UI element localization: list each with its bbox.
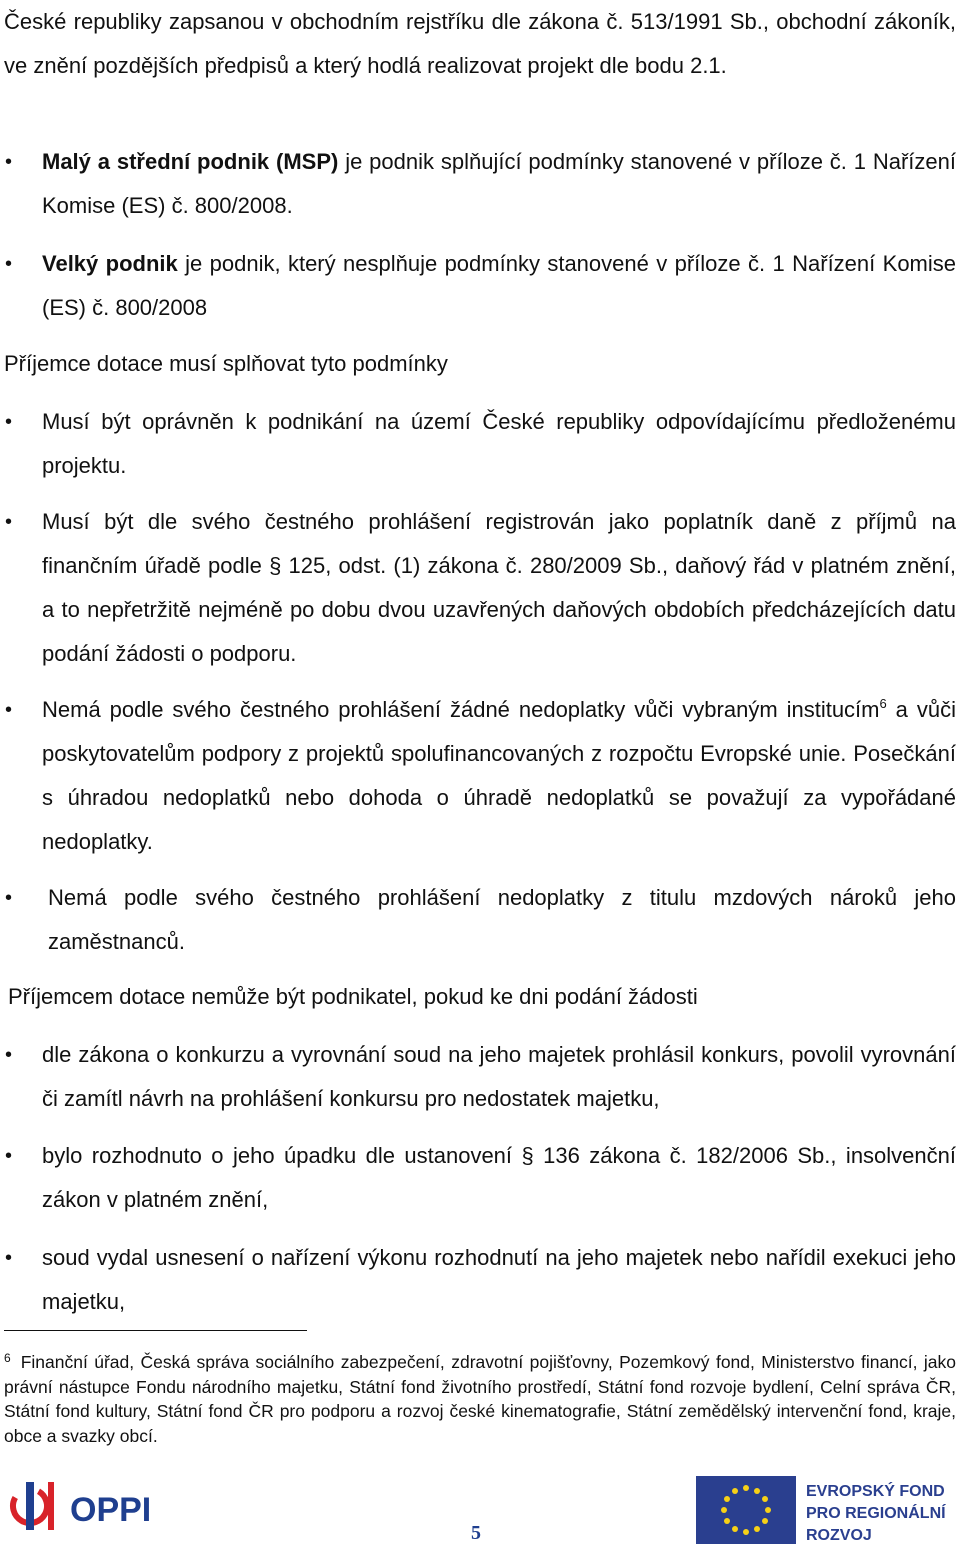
- eu-logo-line: PRO REGIONÁLNÍ: [806, 1505, 946, 1522]
- footnote-mark: 6: [4, 1351, 11, 1365]
- footnote-text: Finanční úřad, Česká správa sociálního zabezpečení, zdravotní pojišťovny, Pozemkový fond, Ministerstvo financí, jako právní nástupce Fondu národního majetku, Státní fond životního prostředí, Státní fond rozvoje bydlení, Celní správa ČR, Státní fond kultury, Státní fond ČR pro podporu a rozvoj české kinematografie, Státní zemědělský intervenční fond, kraje, obce a svazky obcí.: [4, 1352, 956, 1446]
- bullet-icon: •: [5, 151, 13, 173]
- bullet-icon: •: [5, 887, 13, 909]
- page-number: 5: [471, 1522, 481, 1544]
- bullet-icon: •: [5, 253, 13, 275]
- heading-conditions: Příjemce dotace musí splňovat tyto podmínky: [4, 351, 448, 376]
- bullet-icon: •: [5, 511, 13, 533]
- condition-item: Musí být dle svého čestného prohlášení registrován jako poplatník daně z příjmů na finančním úřadě podle § 125, odst. (1) zákona č. 280/2009 Sb., daňový řád v platném znění, a to nepřetržitě nejméně po dobu dvou uzavřených daňových obdobích předcházejících datu podání žádosti o podporu.: [42, 509, 956, 666]
- footnote-ref[interactable]: 6: [879, 696, 887, 711]
- definition-large-text: je podnik, který nesplňuje podmínky stanovené v příloze č. 1 Nařízení Komise (ES) č. 800/2008: [42, 251, 956, 320]
- condition-item: Musí být oprávněn k podnikání na území České republiky odpovídajícímu předloženému projektu.: [42, 409, 956, 478]
- condition-item: Nemá podle svého čestného prohlášení nedoplatky z titulu mzdových nároků jeho zaměstnanců.: [48, 885, 956, 954]
- term-large: Velký podnik: [42, 251, 178, 276]
- heading-exclusions: Příjemcem dotace nemůže být podnikatel, pokud ke dni podání žádosti: [8, 984, 698, 1009]
- bullet-icon: •: [5, 1044, 13, 1066]
- condition-text: a vůči poskytovatelům podpory z projektů spolufinancovaných z rozpočtu Evropské unie. Posečkání s úhradou nedoplatků nebo dohoda o úhradě nedoplatků se považují za vypořádané nedoplatky.: [42, 697, 956, 854]
- bullet-icon: •: [5, 1247, 13, 1269]
- footnote: [4, 1350, 956, 1448]
- condition-text: Nemá podle svého čestného prohlášení žádné nedoplatky vůči vybraným institucím: [42, 697, 880, 722]
- eu-logo-line: EVROPSKÝ FOND: [806, 1483, 945, 1500]
- eu-fund-logo: [696, 1474, 956, 1546]
- bullet-icon: •: [5, 1145, 13, 1167]
- oppi-logo: [8, 1476, 178, 1536]
- intro-paragraph: České republiky zapsanou v obchodním rejstříku dle zákona č. 513/1991 Sb., obchodní zákoník, ve znění pozdějších předpisů a který hodlá realizovat projekt dle bodu 2.1.: [4, 9, 956, 78]
- eu-logo-line: ROZVOJ: [806, 1527, 872, 1544]
- definition-msp-text: je podnik splňující podmínky stanovené v příloze č. 1 Nařízení Komise (ES) č. 800/2008.: [42, 149, 956, 218]
- footnote-separator: [4, 1330, 307, 1331]
- page-footer: [0, 1470, 960, 1549]
- bullet-icon: •: [5, 699, 13, 721]
- exclusion-item: bylo rozhodnuto o jeho úpadku dle ustanovení § 136 zákona č. 182/2006 Sb., insolvenční zákon v platném znění,: [42, 1143, 956, 1212]
- definition-msp: [42, 140, 956, 228]
- definition-large: [42, 242, 956, 330]
- exclusion-item: soud vydal usnesení o nařízení výkonu rozhodnutí na jeho majetek nebo nařídil exekuci jeho majetku,: [42, 1245, 956, 1314]
- term-msp: Malý a střední podnik (MSP): [42, 149, 339, 174]
- exclusion-item: dle zákona o konkurzu a vyrovnání soud na jeho majetek prohlásil konkurs, povolil vyrovnání či zamítl návrh na prohlášení konkursu pro nedostatek majetku,: [42, 1042, 956, 1111]
- condition-item: [42, 688, 956, 864]
- oppi-logo-text: OPPI: [70, 1491, 152, 1529]
- bullet-icon: •: [5, 411, 13, 433]
